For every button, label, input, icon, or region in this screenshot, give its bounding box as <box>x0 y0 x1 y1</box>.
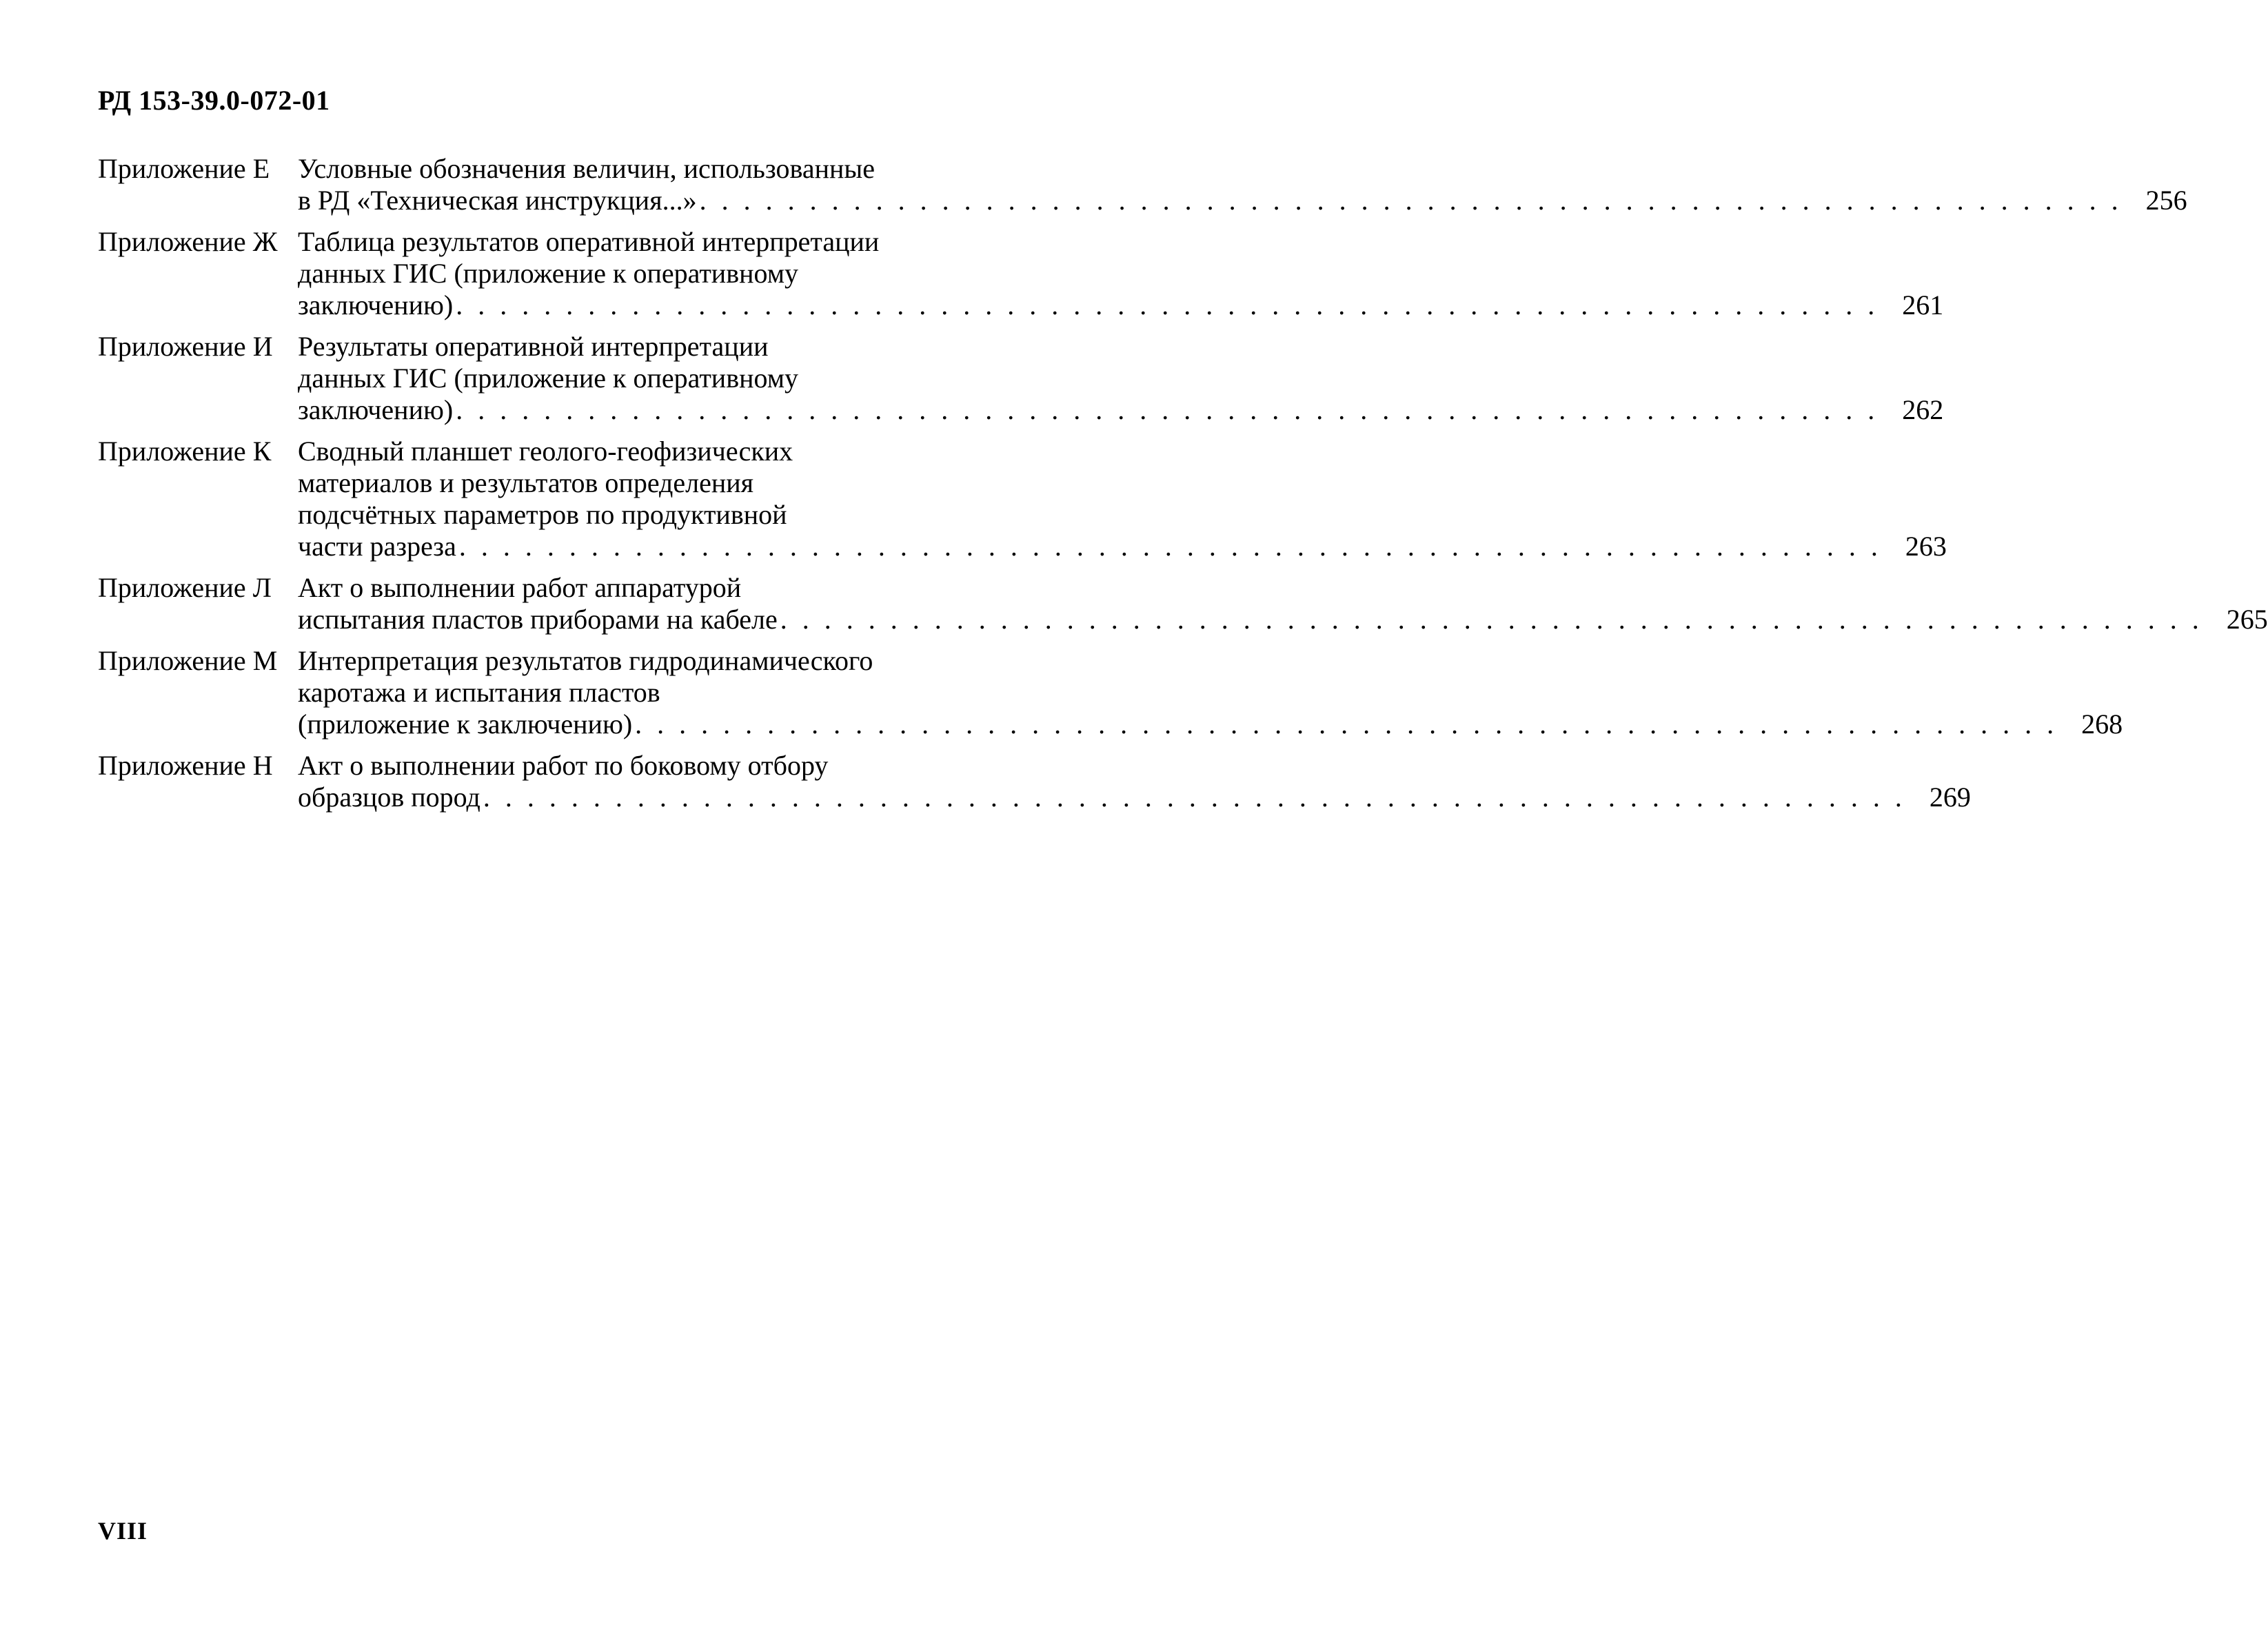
entry-title <box>298 645 2123 740</box>
toc-entry[interactable] <box>98 750 1971 813</box>
entry-title <box>298 436 1947 562</box>
toc-entry[interactable] <box>98 226 1944 321</box>
dot-leader <box>456 289 1879 321</box>
title-line: каротажа и испытания пластов <box>298 677 660 708</box>
page-number: 262 <box>1902 394 1944 425</box>
entry-body <box>298 572 2268 635</box>
title-line: заключению) <box>298 394 454 425</box>
entry-body <box>298 153 2187 216</box>
appendix-label: Приложение Ж <box>98 226 278 257</box>
dot-leader <box>483 782 1906 813</box>
appendix-label: Приложение Л <box>98 572 272 603</box>
title-last-line <box>298 604 2206 635</box>
page-footer-number: VIII <box>98 1517 148 1545</box>
appendix-label: Приложение Н <box>98 750 273 781</box>
entry-title <box>298 153 2187 216</box>
title-line: данных ГИС (приложение к оперативному <box>298 258 799 289</box>
title-line: Интерпретация результатов гидродинамического <box>298 645 873 676</box>
appendix-label: Приложение М <box>98 645 278 676</box>
page-number: 261 <box>1902 289 1944 320</box>
entry-body <box>298 645 2123 740</box>
page-number: 256 <box>2145 185 2187 216</box>
title-line: Сводный планшет геолого-геофизических <box>298 436 793 467</box>
dot-leader <box>456 394 1879 426</box>
dot-leader <box>700 185 2123 216</box>
document-header: РД 153-39.0-072-01 <box>98 85 330 116</box>
title-last-line <box>298 185 2125 216</box>
title-line: Акт о выполнении работ аппаратурой <box>298 572 742 603</box>
title-line: материалов и результатов определения <box>298 467 754 498</box>
toc-entry[interactable] <box>98 331 1944 426</box>
title-line: (приложение к заключению) <box>298 709 633 740</box>
title-last-line <box>298 394 1881 426</box>
title-line: заключению) <box>298 289 454 320</box>
appendix-label: Приложение К <box>98 436 272 467</box>
page-number: 265 <box>2226 604 2268 635</box>
entry-title <box>298 331 1943 426</box>
entry-body <box>298 331 1943 426</box>
entry-body <box>298 750 1971 813</box>
page-number: 269 <box>1929 782 1971 813</box>
title-line: Таблица результатов оперативной интерпретации <box>298 226 880 257</box>
toc-entry[interactable] <box>98 572 2268 635</box>
dot-leader <box>635 709 2058 740</box>
toc-entry[interactable] <box>98 153 2187 216</box>
title-line: Акт о выполнении работ по боковому отбору <box>298 750 829 781</box>
page-number: 263 <box>1905 531 1947 562</box>
title-line: части разреза <box>298 531 456 562</box>
entry-body <box>298 436 1947 562</box>
dot-leader <box>780 604 2203 635</box>
title-last-line <box>298 531 1885 562</box>
toc-entry[interactable] <box>98 645 2123 740</box>
toc-entry[interactable] <box>98 436 1947 562</box>
dot-leader <box>459 531 1882 562</box>
title-line: Условные обозначения величин, использованные <box>298 153 875 184</box>
entry-body <box>298 226 1943 321</box>
title-last-line <box>298 709 2061 740</box>
appendix-label: Приложение И <box>98 331 273 362</box>
entry-title <box>298 750 1971 813</box>
title-line: в РД «Техническая инструкция...» <box>298 185 697 216</box>
title-last-line <box>298 782 1909 813</box>
title-line: данных ГИС (приложение к оперативному <box>298 363 799 394</box>
page-number: 268 <box>2081 709 2123 740</box>
title-line: Результаты оперативной интерпретации <box>298 331 769 362</box>
appendix-label: Приложение Е <box>98 153 270 184</box>
title-line: образцов пород <box>298 782 480 813</box>
title-line: испытания пластов приборами на кабеле <box>298 604 778 635</box>
title-line: подсчётных параметров по продуктивной <box>298 499 787 530</box>
table-of-contents <box>98 153 2268 823</box>
entry-title <box>298 226 1943 321</box>
title-last-line <box>298 289 1881 321</box>
entry-title <box>298 572 2268 635</box>
